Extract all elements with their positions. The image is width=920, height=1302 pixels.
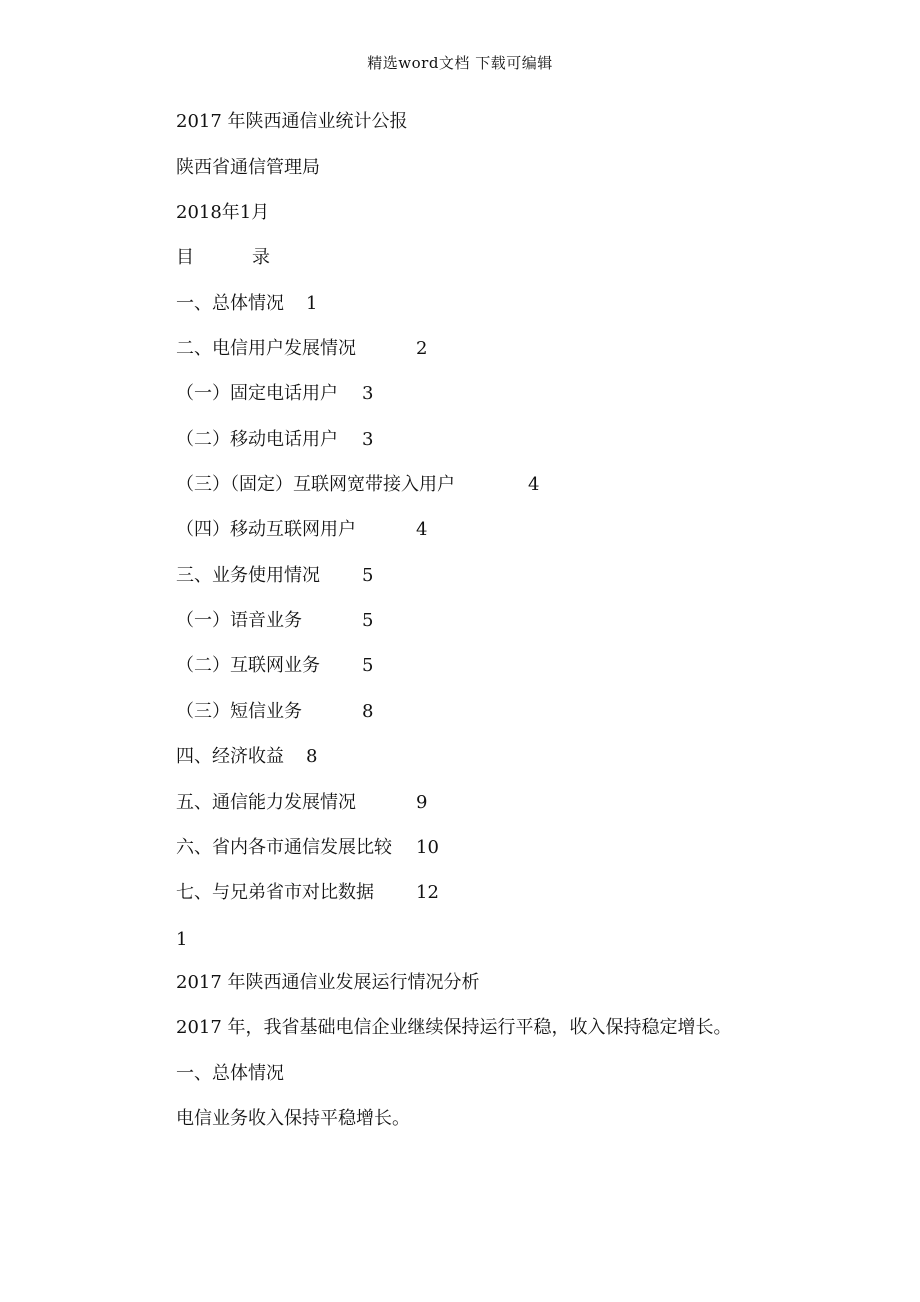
document-header: 精选word文档 下载可编辑 (367, 54, 553, 72)
toc-entry-title: 七、与兄弟省市对比数据 (176, 882, 374, 903)
toc-entry-page: 5 (362, 610, 374, 631)
toc-heading-char-1: 目 (176, 247, 194, 268)
toc-entry-page: 8 (306, 746, 318, 767)
toc-entry-page: 12 (416, 882, 439, 903)
toc-entry[interactable] (176, 881, 439, 905)
toc-heading-char-2: 录 (252, 247, 270, 268)
toc-entry[interactable] (176, 473, 540, 497)
toc-entry-page: 4 (416, 519, 428, 540)
toc-entry-page: 4 (528, 474, 540, 495)
toc-entry-page: 5 (362, 655, 374, 676)
toc-entry-page: 3 (362, 383, 374, 404)
toc-entry-title: 四、经济收益 (176, 746, 284, 767)
toc-entry-page: 2 (416, 338, 428, 359)
toc-entry-title: （一）固定电话用户 (176, 383, 338, 404)
toc-entry-title: （四）移动互联网用户 (176, 519, 356, 540)
report-date: 2018年1月 (176, 202, 270, 223)
toc-entry[interactable] (176, 337, 428, 361)
toc-entry-page: 10 (416, 837, 439, 858)
section-paragraph: 电信业务收入保持平稳增长。 (176, 1108, 410, 1129)
intro-paragraph: 2017 年，我省基础电信企业继续保持运行平稳，收入保持稳定增长。 (176, 1017, 732, 1038)
toc-entry-page: 8 (362, 701, 374, 722)
toc-entry-title: 二、电信用户发展情况 (176, 338, 356, 359)
toc-entry-title: 三、业务使用情况 (176, 565, 320, 586)
toc-entry-page: 5 (362, 565, 374, 586)
toc-entry-page: 9 (416, 792, 428, 813)
toc-entry-title: （三）短信业务 (176, 701, 302, 722)
toc-entry-title: 六、省内各市通信发展比较 (176, 837, 392, 858)
toc-entry-title: 一、总体情况 (176, 293, 284, 314)
toc-entry-title: （二）互联网业务 (176, 655, 320, 676)
analysis-title: 2017 年陕西通信业发展运行情况分析 (176, 972, 480, 993)
toc-entry-title: 五、通信能力发展情况 (176, 792, 356, 813)
issuer-name: 陕西省通信管理局 (176, 157, 320, 178)
toc-entry[interactable] (176, 292, 318, 316)
toc-entry[interactable] (176, 654, 374, 678)
toc-entry[interactable] (176, 428, 374, 452)
toc-entry[interactable] (176, 791, 428, 815)
toc-entry[interactable] (176, 564, 374, 588)
toc-entry[interactable] (176, 700, 374, 724)
toc-entry[interactable] (176, 745, 318, 769)
section-heading: 一、总体情况 (176, 1063, 284, 1084)
toc-entry[interactable] (176, 382, 374, 406)
toc-entry-title: （一）语音业务 (176, 610, 302, 631)
page-number: 1 (176, 929, 188, 950)
toc-entry[interactable] (176, 836, 439, 860)
report-title: 2017 年陕西通信业统计公报 (176, 111, 408, 132)
toc-entry-title: （二）移动电话用户 (176, 429, 338, 450)
toc-entry-page: 1 (306, 293, 318, 314)
toc-entry[interactable] (176, 609, 374, 633)
toc-entry-page: 3 (362, 429, 374, 450)
toc-entry[interactable] (176, 518, 428, 542)
toc-entry-title: （三）（固定）互联网宽带接入用户 (176, 474, 455, 495)
